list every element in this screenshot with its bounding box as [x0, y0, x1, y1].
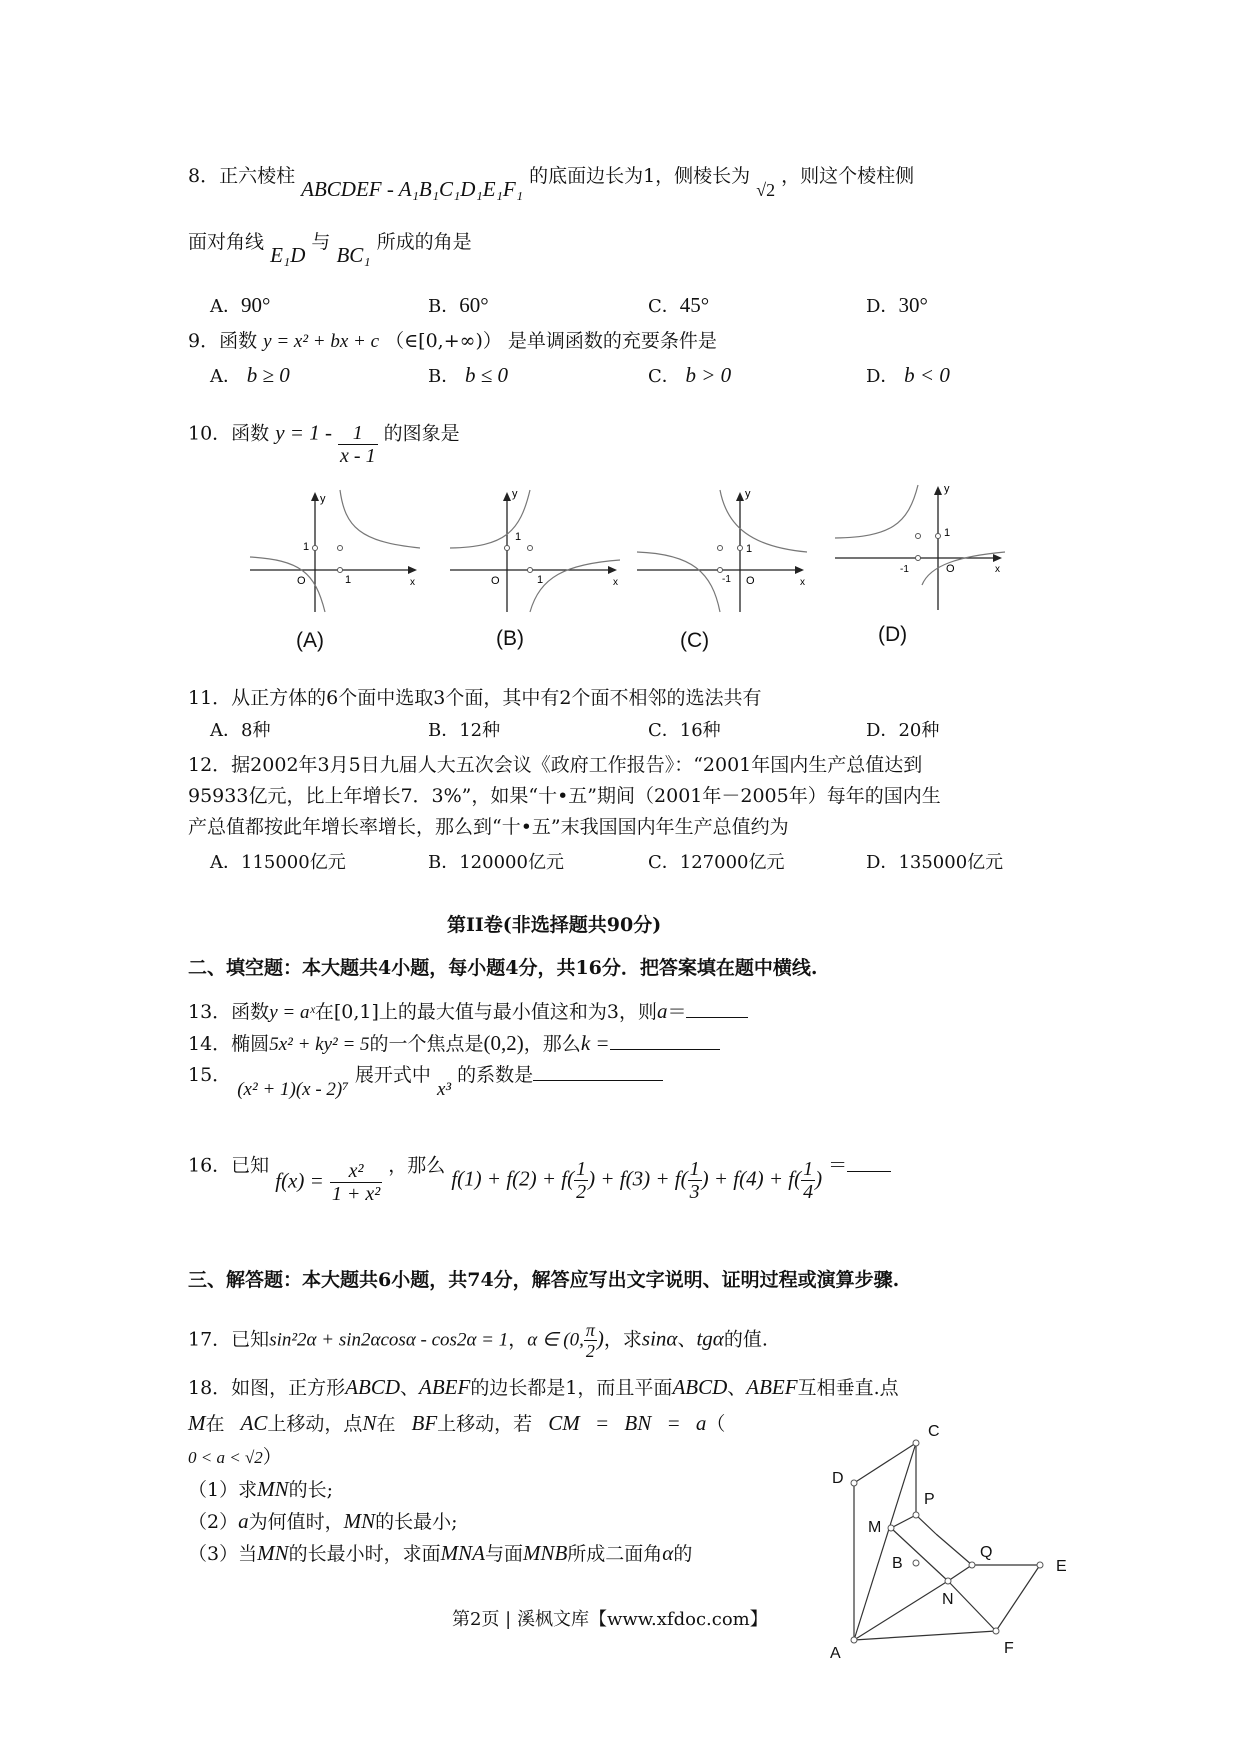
q13-line: 13．函数y = aˣ在[0,1]上的最大值与最小值这和为3，则a＝ — [188, 998, 748, 1026]
q15-answer-blank — [533, 1062, 663, 1081]
q18-part3: （3）当MN的长最小时，求面MNA与面MNB所成二面角α的 — [188, 1541, 693, 1565]
graph-b-origin: O — [491, 575, 500, 587]
q8-suffix: ，则这个棱柱侧 — [781, 165, 915, 187]
graph-a-caption: (A) — [296, 629, 324, 652]
q16-quarter: $\frac{1}{4}$ — [803, 1158, 814, 1203]
q8-option-a: A．90° — [210, 293, 271, 317]
graph-a — [245, 482, 430, 617]
q12-option-a: A．115000亿元 — [210, 852, 346, 873]
graph-b-x-label: x — [613, 577, 618, 588]
q14-equation: 5x² + ky² = 5 — [269, 1034, 370, 1055]
q16-line: 16．已知 f(x) = $\frac{\text{x²}}{\text{1 + x²}}$ ，那么 f(1) + f(2) + f( $\frac{1}{2}$ ) + f(3) + f( $\frac{1}{3}$ ) + f(4) + f( $\frac{1}{4}$ ) ＝ — [188, 1144, 891, 1189]
q9-option-d: D． b < 0 — [866, 363, 950, 387]
q8-option-c: C．45° — [648, 293, 710, 317]
q15-line: 15． (x² + 1)(x - 2)⁷ 展开式中 x³ 的系数是 — [188, 1062, 663, 1089]
q18-part2: （2）a为何值时，MN的长最小; — [188, 1509, 458, 1533]
q14-answer-blank — [610, 1031, 720, 1050]
q18-range: 0 < a < √2 — [188, 1448, 263, 1467]
q17-pi-over-2: $\frac{\pi}{2}$ — [585, 1320, 595, 1361]
q8-line2-a: 面对角线 — [188, 231, 265, 253]
graph-c-origin: O — [746, 575, 755, 587]
graph-b — [445, 482, 630, 617]
label-c: C — [928, 1423, 940, 1440]
q12-line3: 产总值都按此年增长率增长，那么到“十•五”末我国国内年生产总值约为 — [188, 816, 789, 838]
graph-c-neg-one: -1 — [722, 574, 731, 585]
q8-with: 与 — [311, 231, 331, 253]
q8-line2 — [188, 228, 472, 267]
q9-option-a: A． b ≥ 0 — [210, 363, 290, 387]
graph-a-y-label: y — [320, 493, 326, 505]
q8-option-d: D．30° — [866, 293, 928, 317]
q12-option-c: C．127000亿元 — [648, 852, 785, 873]
graph-a-origin: O — [297, 575, 306, 587]
q8-e1d: E₁D — [270, 243, 306, 267]
q18-line2: M在 AC上移动，点N在 BF上移动，若 CM = BN = a（ — [188, 1411, 726, 1435]
graph-d-origin: O — [946, 563, 955, 575]
q12-line2: 95933亿元，比上年增长7．3%”，如果“十•五”期间（2001年－2005年）每年的国内生 — [188, 785, 941, 807]
q9-prefix: 9．函数 — [188, 330, 258, 352]
q11-option-a: A．8种 — [210, 720, 271, 741]
q18-figure — [820, 1418, 1080, 1663]
q9-func: y = x² + bx + c — [263, 331, 380, 352]
page-footer: 第2页 | 溪枫文库【www.xfdoc.com】 — [452, 1609, 768, 1630]
label-p: P — [924, 1491, 935, 1508]
graph-b-one-x: 1 — [537, 574, 544, 586]
label-q: Q — [980, 1544, 993, 1561]
graph-c-one-y: 1 — [746, 543, 753, 555]
q8-option-b: B．60° — [428, 293, 489, 317]
graph-c-x-label: x — [800, 577, 805, 588]
q9-option-c: C． b > 0 — [648, 363, 732, 387]
q17-line: 17．已知sin²2α + sin2αcosα - cos2α = 1，α ∈ (0, $\frac{\pi}{2}$ )，求sinα、tgα的值. — [188, 1320, 768, 1361]
section3-heading: 三、解答题：本大题共6小题，共74分，解答应写出文字说明、证明过程或演算步骤. — [188, 1269, 900, 1291]
graph-d — [830, 480, 1015, 615]
label-d: D — [832, 1470, 844, 1487]
q9-suffix: 是单调函数的充要条件是 — [507, 330, 717, 352]
graph-b-caption: (B) — [496, 627, 524, 650]
q16-f-fraction: $\frac{\text{x²}}{\text{1 + x²}}$ — [331, 1160, 381, 1205]
q9-domain: （∈[0,+∞)） — [385, 330, 502, 352]
graph-c-caption: (C) — [680, 629, 710, 652]
label-e: E — [1056, 1558, 1067, 1575]
q13-answer-blank — [686, 999, 748, 1018]
graph-d-y-label: y — [944, 483, 950, 495]
q17-equation: sin²2α + sin2αcosα - cos2α = 1 — [269, 1329, 509, 1351]
q12-option-d: D．135000亿元 — [866, 852, 1004, 873]
q8-line1 — [188, 162, 915, 201]
q15-term: x³ — [436, 1079, 452, 1100]
q12-option-b: B．120000亿元 — [428, 852, 564, 873]
label-f: F — [1004, 1640, 1014, 1657]
q18-range-line: 0 < a < √2） — [188, 1446, 282, 1468]
graph-a-x-label: x — [410, 577, 415, 588]
part2-title: 第II卷(非选择题共90分) — [447, 914, 662, 936]
q10-func-lead: y = 1 - — [275, 420, 332, 445]
q9-option-b: B． b ≤ 0 — [428, 363, 508, 387]
label-b: B — [892, 1555, 903, 1572]
graph-b-one-y: 1 — [515, 531, 522, 543]
q12-line1: 12．据2002年3月5日九届人大五次会议《政府工作报告》：“2001年国内生产总值达到 — [188, 754, 923, 776]
section2-heading: 二、填空题：本大题共4小题，每小题4分，共16分．把答案填在题中横线. — [188, 957, 818, 979]
label-m: M — [868, 1519, 882, 1536]
q8-solid: ABCDEF - A₁B₁C₁D₁E₁F₁ — [301, 177, 524, 201]
q8-prefix: 8．正六棱柱 — [188, 165, 296, 187]
q13-func: y = aˣ — [269, 1002, 315, 1023]
q8-edge: √2 — [756, 180, 776, 200]
q16-half: $\frac{1}{2}$ — [576, 1158, 587, 1203]
graph-a-one-x: 1 — [345, 574, 352, 586]
q11-option-d: D．20种 — [866, 720, 940, 741]
q11-option-b: B．12种 — [428, 720, 501, 741]
graph-d-one-y: 1 — [944, 527, 951, 539]
q10-suffix: 的图象是 — [383, 422, 460, 445]
q18-part1: （1）求MN的长; — [188, 1477, 333, 1501]
q15-expr: (x² + 1)(x - 2)⁷ — [237, 1079, 349, 1100]
q10-prefix: 10．函数 — [188, 422, 270, 445]
q8-bc1: BC₁ — [336, 243, 371, 267]
q10-line — [188, 412, 460, 467]
q18-line1: 18．如图，正方形ABCD、ABEF的边长都是1，而且平面ABCD、ABEF互相垂直.点 — [188, 1375, 899, 1399]
q8-line2-b: 所成的角是 — [376, 231, 472, 253]
q10-fraction: $\frac{1}{x - 1}$ — [340, 422, 376, 467]
graph-a-one-y: 1 — [303, 541, 310, 553]
q8-mid: 的底面边长为1，侧棱长为 — [529, 165, 751, 187]
graph-b-y-label: y — [512, 488, 518, 500]
q11-text: 11．从正方体的6个面中选取3个面，其中有2个面不相邻的选法共有 — [188, 687, 762, 709]
graph-c — [632, 482, 817, 617]
graph-d-caption: (D) — [878, 623, 908, 646]
q16-answer-blank — [847, 1153, 891, 1172]
q14-line: 14．椭圆5x² + ky² = 5的一个焦点是(0,2)，那么k = — [188, 1030, 720, 1058]
graph-d-x-label: x — [995, 564, 1000, 575]
graph-c-y-label: y — [745, 488, 751, 500]
label-n: N — [942, 1591, 954, 1608]
q9-line — [188, 328, 717, 355]
graph-d-neg-one: -1 — [900, 564, 909, 575]
label-a: A — [830, 1645, 841, 1662]
q16-third: $\frac{1}{3}$ — [689, 1158, 700, 1203]
q11-option-c: C．16种 — [648, 720, 721, 741]
